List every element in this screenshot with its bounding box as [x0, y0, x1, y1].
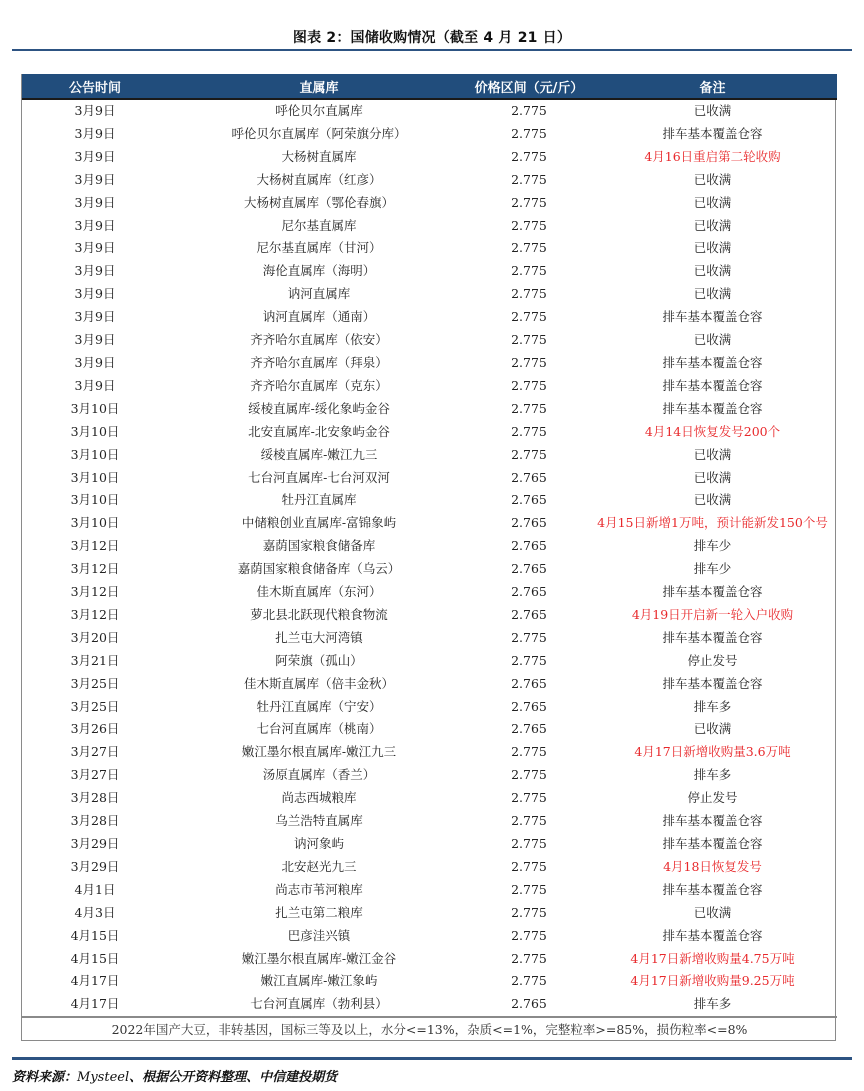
cell-remark: 排车基本覆盖仓容 — [662, 881, 763, 897]
table-footer — [22, 1017, 837, 1040]
table-row — [22, 375, 837, 398]
cell-depot: 尼尔基直属库（甘河） — [256, 240, 382, 256]
cell-remark: 4月17日新增收购量9.25万吨 — [630, 973, 795, 989]
table-row — [22, 879, 837, 902]
cell-price: 2.775 — [511, 332, 547, 348]
cell-remark: 4月14日恢复发号200个 — [644, 423, 781, 439]
cell-remark: 排车基本覆盖仓容 — [662, 813, 763, 829]
table-row — [22, 696, 837, 719]
cell-remark: 已收满 — [693, 103, 732, 118]
cell-date: 3月29日 — [70, 858, 120, 874]
footnote-row — [22, 1017, 837, 1040]
table-row — [22, 833, 837, 856]
table-row — [22, 489, 837, 512]
table-row — [22, 718, 837, 741]
cell-date: 3月9日 — [74, 125, 116, 141]
top-divider — [12, 49, 852, 51]
table-row — [22, 787, 837, 810]
cell-price: 2.775 — [511, 652, 547, 668]
cell-depot: 大杨树直属库（红彦） — [256, 171, 382, 187]
header-announcement-date: 公告时间 — [22, 74, 168, 99]
table-row — [22, 352, 837, 375]
cell-date: 4月1日 — [74, 881, 116, 897]
cell-remark: 已收满 — [693, 469, 732, 485]
table-row — [22, 764, 837, 787]
cell-remark: 排车少 — [693, 561, 732, 577]
table-row — [22, 444, 837, 467]
cell-price: 2.775 — [511, 446, 547, 462]
cell-remark: 排车基本覆盖仓容 — [662, 927, 763, 943]
cell-price: 2.765 — [511, 996, 547, 1012]
cell-remark: 排车基本覆盖仓容 — [662, 377, 763, 393]
table-row — [22, 856, 837, 879]
cell-depot: 尚志市苇河粮库 — [275, 881, 363, 897]
cell-depot: 七台河直属库-七台河双河 — [248, 469, 390, 485]
cell-price: 2.775 — [511, 217, 547, 233]
cell-price: 2.765 — [511, 606, 547, 622]
cell-depot: 扎兰屯大河湾镇 — [275, 629, 363, 645]
cell-price: 2.775 — [511, 813, 547, 829]
cell-date: 3月20日 — [70, 629, 120, 645]
quality-footnote: 2022年国产大豆，非转基因，国标三等及以上，水分<=13%，杂质<=1%，完整粒率>=85%，损伤粒率<=8% — [22, 1017, 837, 1040]
cell-date: 3月27日 — [70, 744, 120, 760]
cell-price: 2.775 — [511, 309, 547, 325]
cell-depot: 七台河直属库（桃南） — [256, 721, 382, 737]
cell-depot: 齐齐哈尔直属库（依安） — [250, 332, 388, 348]
cell-price: 2.775 — [511, 858, 547, 874]
cell-depot: 大杨树直属库 — [281, 148, 357, 164]
cell-remark: 已收满 — [693, 904, 732, 920]
cell-date: 3月9日 — [74, 332, 116, 348]
cell-depot: 汤原直属库（香兰） — [262, 767, 376, 783]
cell-depot: 佳木斯直属库（倍丰金秋） — [243, 675, 394, 691]
cell-price: 2.775 — [511, 881, 547, 897]
cell-price: 2.765 — [511, 721, 547, 737]
cell-price: 2.775 — [511, 125, 547, 141]
cell-date: 3月10日 — [70, 492, 120, 508]
table-row — [22, 741, 837, 764]
soybean-purchase-table — [22, 74, 837, 1040]
table-row — [22, 535, 837, 558]
cell-remark: 排车基本覆盖仓容 — [662, 309, 763, 325]
table-row — [22, 306, 837, 329]
cell-remark: 排车基本覆盖仓容 — [662, 836, 763, 851]
cell-price: 2.775 — [511, 377, 547, 393]
cell-depot: 讷河象屿 — [293, 836, 344, 851]
cell-date: 3月10日 — [70, 446, 120, 462]
cell-depot: 尚志西城粮库 — [281, 790, 357, 806]
cell-depot: 尼尔基直属库 — [281, 217, 357, 233]
figure-title: 图表 2：国储收购情况（截至 4 月 21 日） — [292, 30, 572, 46]
table-body — [22, 99, 837, 1017]
cell-depot: 嫩江墨尔根直属库-嫩江金谷 — [241, 950, 397, 966]
cell-date: 3月28日 — [70, 813, 120, 829]
cell-date: 3月10日 — [70, 469, 120, 485]
table-row — [22, 421, 837, 444]
cell-date: 3月10日 — [70, 423, 120, 439]
cell-price: 2.775 — [511, 744, 547, 760]
cell-remark: 4月15日新增1万吨，预计能新发150个号 — [597, 515, 828, 531]
cell-price: 2.775 — [511, 194, 547, 210]
cell-date: 3月26日 — [70, 721, 120, 737]
cell-depot: 嘉荫国家粮食储备库（乌云） — [237, 561, 401, 577]
cell-date: 3月12日 — [70, 584, 120, 600]
table-row — [22, 810, 837, 833]
table-row — [22, 215, 837, 238]
cell-remark: 已收满 — [693, 332, 732, 348]
cell-date: 3月9日 — [74, 240, 116, 256]
table-row — [22, 192, 837, 215]
cell-date: 3月9日 — [74, 309, 116, 325]
cell-remark: 已收满 — [693, 721, 732, 737]
table-row — [22, 146, 837, 169]
cell-depot: 北安直属库-北安象屿金谷 — [248, 423, 390, 439]
cell-depot: 海伦直属库（海明） — [262, 263, 376, 279]
cell-date: 4月15日 — [70, 950, 120, 966]
cell-depot: 齐齐哈尔直属库（克东） — [250, 377, 388, 393]
cell-remark: 排车多 — [693, 996, 732, 1012]
cell-remark: 停止发号 — [687, 652, 738, 668]
cell-price: 2.765 — [511, 675, 547, 691]
cell-remark: 排车基本覆盖仓容 — [662, 629, 763, 645]
cell-price: 2.775 — [511, 354, 547, 370]
cell-remark: 已收满 — [693, 263, 732, 279]
cell-date: 3月10日 — [70, 400, 120, 416]
cell-remark: 已收满 — [693, 492, 732, 508]
cell-price: 2.775 — [511, 148, 547, 164]
cell-remark: 4月18日恢复发号 — [663, 858, 762, 874]
cell-remark: 已收满 — [693, 286, 732, 302]
bottom-divider — [12, 1057, 852, 1060]
cell-remark: 4月16日重启第二轮收购 — [644, 148, 781, 164]
table-row — [22, 604, 837, 627]
cell-depot: 讷河直属库（通南） — [262, 309, 376, 325]
cell-depot: 大杨树直属库（鄂伦春旗） — [243, 194, 394, 210]
cell-remark: 已收满 — [693, 217, 732, 233]
cell-date: 3月10日 — [70, 515, 120, 531]
cell-remark: 已收满 — [693, 171, 732, 187]
cell-depot: 呼伦贝尔直属库 — [275, 103, 363, 118]
cell-date: 3月9日 — [74, 354, 116, 370]
cell-date: 3月12日 — [70, 606, 120, 622]
cell-price: 2.775 — [511, 950, 547, 966]
table-row — [22, 99, 837, 123]
cell-remark: 排车基本覆盖仓容 — [662, 675, 763, 691]
cell-date: 3月9日 — [74, 148, 116, 164]
cell-date: 4月3日 — [74, 904, 116, 920]
table-row — [22, 169, 837, 192]
cell-remark: 排车多 — [693, 698, 732, 714]
cell-price: 2.775 — [511, 836, 547, 851]
cell-date: 3月25日 — [70, 675, 120, 691]
soybean-purchase-table-container — [21, 74, 836, 1041]
table-row — [22, 673, 837, 696]
cell-price: 2.775 — [511, 767, 547, 783]
cell-depot: 中储粮创业直属库-富锦象屿 — [241, 515, 397, 531]
cell-date: 3月9日 — [74, 377, 116, 393]
cell-date: 3月27日 — [70, 767, 120, 783]
cell-date: 3月9日 — [74, 263, 116, 279]
cell-depot: 讷河直属库 — [287, 286, 351, 302]
cell-remark: 排车基本覆盖仓容 — [662, 125, 763, 141]
table-row — [22, 970, 837, 993]
cell-price: 2.765 — [511, 492, 547, 508]
cell-remark: 排车基本覆盖仓容 — [662, 584, 763, 600]
cell-date: 3月12日 — [70, 538, 120, 554]
cell-remark: 排车基本覆盖仓容 — [662, 354, 763, 370]
cell-price: 2.775 — [511, 629, 547, 645]
cell-remark: 已收满 — [693, 446, 732, 462]
cell-depot: 七台河直属库（勃利县） — [250, 996, 388, 1012]
cell-price: 2.775 — [511, 103, 547, 118]
cell-depot: 绥棱直属库-绥化象屿金谷 — [248, 400, 390, 416]
table-row — [22, 512, 837, 535]
source-rest: 、根据公开资料整理、中信建投期货 — [129, 1070, 338, 1085]
cell-remark: 4月17日新增收购量3.6万吨 — [634, 744, 791, 760]
table-row — [22, 329, 837, 352]
cell-remark: 4月17日新增收购量4.75万吨 — [630, 950, 795, 966]
table-row — [22, 925, 837, 948]
cell-price: 2.765 — [511, 515, 547, 531]
cell-price: 2.775 — [511, 904, 547, 920]
cell-remark: 4月19日开启新一轮入户收购 — [631, 606, 794, 622]
table-row — [22, 948, 837, 971]
cell-depot: 巴彦洼兴镇 — [287, 927, 351, 943]
cell-price: 2.765 — [511, 469, 547, 485]
cell-remark: 排车基本覆盖仓容 — [662, 400, 763, 416]
cell-date: 3月12日 — [70, 561, 120, 577]
cell-date: 3月25日 — [70, 698, 120, 714]
cell-depot: 嫩江直属库-嫩江象屿 — [260, 973, 378, 989]
cell-depot: 齐齐哈尔直属库（拜泉） — [250, 354, 388, 370]
table-row — [22, 123, 837, 146]
cell-price: 2.775 — [511, 240, 547, 256]
cell-price: 2.775 — [511, 973, 547, 989]
table-row — [22, 467, 837, 490]
cell-depot: 阿荣旗（孤山） — [275, 652, 363, 668]
cell-date: 4月15日 — [70, 927, 120, 943]
cell-date: 3月28日 — [70, 790, 120, 806]
cell-remark: 排车多 — [693, 767, 732, 783]
cell-remark: 已收满 — [693, 194, 732, 210]
cell-date: 3月9日 — [74, 103, 116, 118]
cell-date: 3月9日 — [74, 171, 116, 187]
cell-date: 3月29日 — [70, 836, 120, 851]
cell-price: 2.775 — [511, 790, 547, 806]
table-row — [22, 558, 837, 581]
table-row — [22, 902, 837, 925]
cell-remark: 已收满 — [693, 240, 732, 256]
cell-date: 3月9日 — [74, 217, 116, 233]
table-row — [22, 260, 837, 283]
cell-price: 2.765 — [511, 584, 547, 600]
header-depot: 直属库 — [168, 74, 470, 99]
source-mysteel: Mysteel — [77, 1070, 130, 1085]
cell-date: 4月17日 — [70, 996, 120, 1012]
cell-date: 3月9日 — [74, 286, 116, 302]
cell-price: 2.775 — [511, 286, 547, 302]
cell-depot: 嘉荫国家粮食储备库 — [262, 538, 376, 554]
source-label: 资料来源： — [12, 1070, 78, 1085]
table-row — [22, 993, 837, 1017]
cell-depot: 绥棱直属库-嫩江九三 — [260, 446, 378, 462]
cell-price: 2.775 — [511, 400, 547, 416]
cell-price: 2.775 — [511, 927, 547, 943]
table-row — [22, 581, 837, 604]
cell-date: 3月21日 — [70, 652, 120, 668]
cell-depot: 萝北县北跃现代粮食物流 — [250, 606, 388, 622]
header-row — [22, 74, 837, 99]
cell-remark: 停止发号 — [687, 790, 738, 806]
cell-depot: 牡丹江直属库 — [281, 492, 357, 508]
table-row — [22, 650, 837, 673]
cell-depot: 呼伦贝尔直属库（阿荣旗分库） — [231, 125, 407, 141]
table-row — [22, 627, 837, 650]
table-row — [22, 283, 837, 306]
table-row — [22, 398, 837, 421]
cell-price: 2.765 — [511, 698, 547, 714]
cell-date: 3月9日 — [74, 194, 116, 210]
header-price-range: 价格区间（元/斤） — [470, 74, 588, 99]
cell-price: 2.775 — [511, 423, 547, 439]
source-note — [12, 1066, 337, 1085]
cell-price: 2.765 — [511, 561, 547, 577]
cell-price: 2.765 — [511, 538, 547, 554]
table-header — [22, 74, 837, 99]
cell-price: 2.775 — [511, 171, 547, 187]
cell-price: 2.775 — [511, 263, 547, 279]
cell-date: 4月17日 — [70, 973, 120, 989]
cell-depot: 扎兰屯第二粮库 — [275, 904, 363, 920]
cell-depot: 嫩江墨尔根直属库-嫩江九三 — [241, 744, 397, 760]
table-row — [22, 237, 837, 260]
cell-depot: 乌兰浩特直属库 — [275, 813, 363, 829]
cell-remark: 排车少 — [693, 538, 732, 554]
cell-depot: 北安赵光九三 — [281, 858, 357, 874]
cell-depot: 牡丹江直属库（宁安） — [256, 698, 382, 714]
header-remarks: 备注 — [588, 74, 837, 99]
cell-depot: 佳木斯直属库（东河） — [256, 584, 382, 600]
